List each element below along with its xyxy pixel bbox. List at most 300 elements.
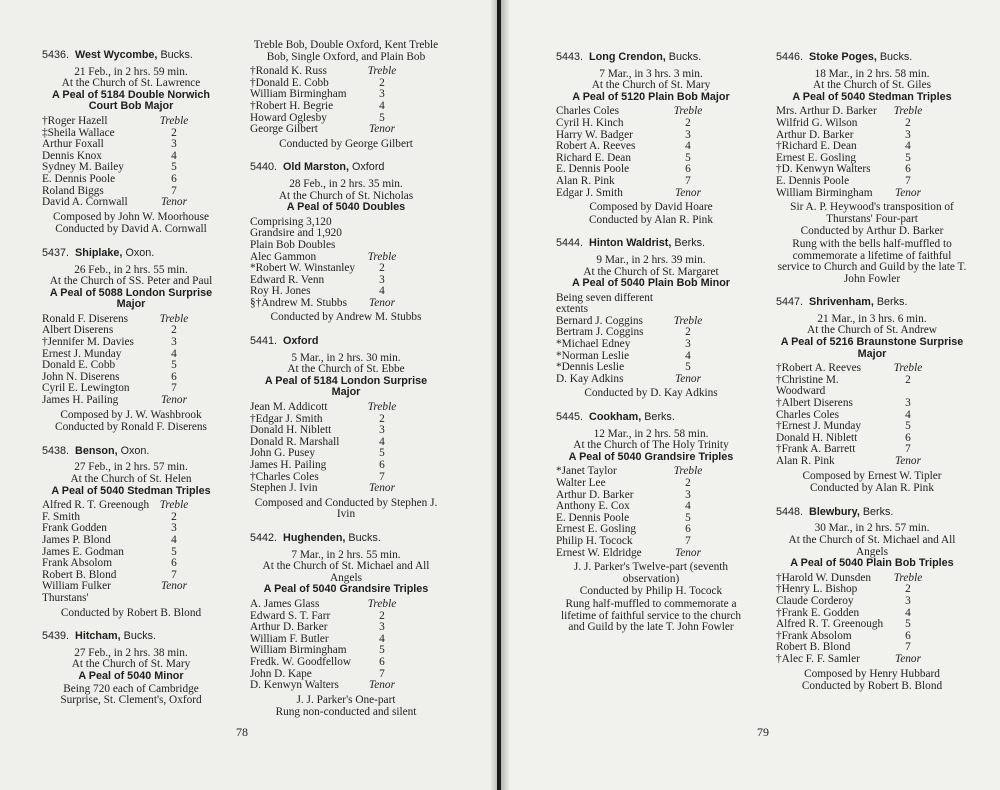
ringer-row [776, 398, 968, 410]
ringer-name: James H. Pailing [250, 459, 327, 471]
footnote-line: J. J. Parker's Twelve-part (seventh observation) [573, 561, 729, 585]
ringer-name: †Robert H. Begrie [250, 99, 334, 112]
county-name: Bucks. [348, 531, 381, 544]
ringer-name: William Birmingham [776, 186, 873, 199]
ringer-row [250, 460, 442, 472]
ringer-name: §†Andrew M. Stubbs [250, 296, 347, 309]
ringer-name: Claude Corderoy [776, 594, 854, 607]
ringer-name: James E. Godman [42, 545, 124, 558]
bell-position: 5 [905, 420, 911, 433]
bell-position: 4 [171, 347, 177, 360]
ringer-name: Arthur D. Barker [776, 128, 854, 141]
date-location-line: 5 Mar., in 2 hrs. 30 min. [291, 351, 401, 364]
ringer-row [776, 375, 968, 398]
date-location-line: At the Church of St. Helen [70, 473, 192, 485]
bell-position: Treble [673, 105, 703, 118]
ringer-row [556, 339, 746, 351]
ringer-row [556, 478, 746, 490]
ringer-row [42, 581, 220, 604]
column-3 [556, 52, 746, 646]
county-name: Berks. [862, 505, 894, 518]
county-name: Oxon. [120, 444, 150, 457]
bell-position: 3 [905, 128, 911, 141]
ringer-name: Walter Lee [556, 477, 606, 489]
ringer-name: D. Kenwyn Walters [250, 679, 339, 692]
ringer-name: James H. Pailing [42, 394, 119, 407]
date-location-line: 28 Feb., in 2 hrs. 35 min. [289, 177, 403, 190]
date-location-line: 7 Mar., in 3 hrs. 3 min. [599, 67, 703, 80]
bell-position: 4 [379, 435, 385, 448]
place-name: Cookham, [589, 411, 642, 424]
ringer-name: †Richard E. Dean [776, 140, 857, 153]
footnote-line: Composed by John W. Moorhouse [53, 210, 209, 223]
entry-number: 5448. [776, 505, 804, 518]
date-location-line: 7 Mar., in 2 hrs. 55 min. [291, 548, 401, 561]
place-name: Old Marston, [283, 161, 350, 174]
bell-position: 7 [171, 382, 177, 395]
bell-position: 3 [171, 522, 177, 535]
ringer-row [42, 535, 220, 547]
ringer-row [556, 536, 746, 548]
bell-position: Treble [673, 465, 703, 478]
ringer-name: Anthony E. Cox [556, 500, 630, 513]
bell-position: 2 [685, 477, 691, 489]
county-name: Bucks. [123, 630, 157, 643]
place-name: Hinton Waldrist, [589, 237, 672, 250]
footnote-line: Sir A. P. Heywood's transposition of Thurstans' Four-part [790, 201, 954, 225]
ringer-name: Robert B. Blond [42, 568, 117, 581]
entry-header [42, 446, 220, 458]
ringer-row [776, 456, 968, 468]
ringer-name: David A. Cornwall [42, 196, 128, 209]
bell-position: 3 [685, 488, 691, 501]
entry-header [556, 412, 746, 424]
place-name: Hughenden, [283, 531, 346, 544]
entry-number: 5442. [250, 531, 278, 544]
date-location-line: At the Church of SS. Peter and Paul [49, 275, 213, 288]
bell-position: 6 [905, 629, 911, 642]
ringer-row [776, 188, 968, 200]
page-number-left: 78 [236, 725, 248, 739]
ringer-row [556, 176, 746, 188]
ringer-name: Ernest J. Munday [42, 347, 122, 360]
ringer-row [250, 622, 442, 634]
bell-position: Treble [159, 312, 189, 325]
ringer-name: †Charles Coles [250, 470, 319, 483]
entry-header [776, 507, 968, 519]
peal-entry [42, 631, 220, 707]
column-1 [42, 50, 220, 719]
ringer-name: Alfred R. T. Greenough [42, 499, 150, 512]
ringer-row [250, 402, 442, 414]
ringer-name: Arthur D. Barker [556, 488, 634, 501]
date-location-line: At the Church of St. Mary [71, 658, 191, 671]
bell-position: 4 [685, 349, 691, 362]
place-name: Hitcham, [75, 630, 121, 643]
date-location-line: At the Church of St. Mary [591, 79, 711, 92]
ringer-name: Roland Biggs [42, 184, 104, 197]
peal-title: A Peal of 5040 Grandsire Triples [568, 450, 734, 463]
ringer-name: Edward R. Venn [250, 273, 325, 286]
ringer-name: George Gilbert [250, 123, 318, 136]
ringer-name: Arthur D. Barker [250, 621, 328, 634]
bell-position: 4 [379, 285, 385, 298]
peal-entry [250, 162, 442, 324]
date-location-line: 21 Feb., in 2 hrs. 59 min. [74, 65, 188, 78]
ringer-name: William F. Butler [250, 632, 329, 645]
bell-position: Tenor [161, 580, 187, 593]
peal-title: A Peal of 5120 Plain Bob Major [572, 90, 730, 103]
ringer-row [776, 176, 968, 188]
place-name: West Wycombe, [75, 49, 158, 61]
entry-header [42, 631, 220, 643]
ringer-list [42, 500, 220, 604]
ringer-name: Mrs. Arthur D. Barker [776, 105, 877, 118]
entry-number: 5440. [250, 161, 278, 174]
entry-number: 5436. [42, 49, 70, 61]
bell-position: Tenor [161, 394, 187, 407]
date-location-line: At the Church of St. Andrew [807, 324, 937, 337]
ringer-name: *Janet Taylor [556, 465, 617, 478]
footnote-line: Conducted by Alan R. Pink [810, 482, 934, 495]
bell-position: 6 [171, 172, 177, 185]
date-location-line: 30 Mar., in 2 hrs. 57 min. [814, 522, 930, 535]
date-location-line: 27 Feb., in 2 hrs. 57 min. [74, 461, 188, 474]
ringer-name: William Birmingham [250, 88, 347, 101]
ringer-name: Sydney M. Bailey [42, 161, 124, 174]
bell-position: 6 [379, 459, 385, 471]
ringer-name: John N. Diserens [42, 370, 120, 383]
ringer-row [42, 558, 220, 570]
ringer-name: D. Kay Adkins [556, 372, 624, 385]
ringer-row [250, 124, 442, 136]
bell-position: Treble [673, 314, 703, 327]
ringer-name: †Frank Absolom [776, 629, 852, 642]
ringer-name: E. Dennis Poole [556, 163, 630, 176]
entry-number: 5441. [250, 335, 278, 348]
bell-position: 4 [685, 140, 691, 153]
bell-position: 4 [905, 408, 911, 421]
bell-position: Tenor [675, 186, 701, 199]
footnote-line: Conducted by Arthur D. Barker [800, 225, 944, 238]
place-name: Shrivenham, [809, 296, 874, 309]
bell-position: 3 [379, 273, 385, 286]
ringer-list [42, 314, 220, 407]
peal-entry [776, 52, 968, 285]
entry-header [776, 297, 968, 309]
ringer-name: Alan R. Pink [776, 455, 835, 467]
footnote-line: Rung half-muffled to commemorate a lifetime of faithful service to the church and Guild by the late T. John Fowler [560, 597, 742, 634]
bell-position: 2 [379, 262, 385, 275]
ringer-row [42, 174, 220, 186]
bell-position [362, 217, 402, 252]
entry-number: 5447. [776, 296, 804, 309]
date-location-line: At the Church of St. Ebbe [287, 363, 405, 376]
ringer-name: E. Dennis Poole [776, 174, 850, 187]
bell-position: 2 [685, 326, 691, 339]
ringer-name: *Norman Leslie [556, 349, 630, 362]
ringer-name: Robert B. Blond [776, 641, 851, 654]
bell-position: 5 [379, 111, 385, 124]
peal-entry [776, 507, 968, 693]
ringer-name: †Alec F. F. Samler [776, 652, 860, 665]
bell-position: 2 [905, 116, 911, 129]
ringer-name: John G. Pusey [250, 447, 315, 460]
bell-position: Treble [367, 65, 397, 78]
ringer-name: A. James Glass [250, 597, 320, 610]
ringer-name: Frank Godden [42, 522, 107, 535]
entry-header [250, 336, 442, 348]
ringer-name: *Dennis Leslie [556, 361, 625, 374]
bell-position: 2 [905, 373, 911, 386]
bell-position: Treble [893, 571, 923, 584]
ringer-row [250, 483, 442, 495]
bell-position: 6 [685, 523, 691, 536]
ringer-name: †Frank A. Barrett [776, 443, 856, 456]
ringer-row [250, 657, 442, 669]
ringer-row [250, 298, 442, 310]
bell-position: 7 [171, 568, 177, 581]
entry-number: 5444. [556, 237, 584, 250]
ringer-row [250, 599, 442, 611]
bell-position: 2 [905, 583, 911, 596]
ringer-name: Robert A. Reeves [556, 140, 636, 153]
bell-position: 7 [379, 667, 385, 680]
ringer-name: †Christine M. Woodward [776, 373, 839, 398]
peal-title: A Peal of 5184 Double Norwich Court Bob Major [52, 88, 210, 113]
footnote-line: Conducted by George Gilbert [279, 137, 413, 150]
bell-position: Tenor [895, 186, 921, 199]
bell-position: 5 [685, 361, 691, 374]
bell-position: Tenor [895, 652, 921, 665]
bell-position: Treble [159, 499, 189, 512]
bell-position: 7 [171, 184, 177, 197]
ringer-name: Comprising 3,120 Grandsire and 1,920 Plain Bob Doubles [250, 215, 342, 251]
bell-position [668, 293, 708, 316]
ringer-name: Charles Coles [776, 408, 840, 421]
footnote-line: Conducted by Robert B. Blond [801, 680, 943, 693]
book-gutter [490, 0, 510, 790]
ringer-name: †Roger Hazell [42, 114, 108, 127]
bell-position: 5 [171, 359, 177, 372]
peal-entry [250, 336, 442, 521]
ringer-row [776, 141, 968, 153]
ringer-name: *Michael Edney [556, 338, 631, 351]
ringer-name: †Edgar J. Smith [250, 412, 323, 425]
page-number-right: 79 [757, 725, 769, 739]
ringer-name: Bertram J. Coggins [556, 326, 644, 339]
place-name: Blewbury, [809, 505, 860, 518]
footnote-line: Conducted by Alan R. Pink [589, 213, 713, 226]
county-name: Berks. [674, 237, 706, 250]
date-location-line: At the Church of St. Michael and All Angels [262, 560, 430, 584]
date-location-line: 9 Mar., in 2 hrs. 39 min. [596, 253, 706, 266]
place-name: Oxford [283, 335, 319, 348]
ringer-row [42, 116, 220, 128]
ringer-name: William Birmingham [250, 644, 347, 657]
ringer-name: †Donald E. Cobb [250, 76, 329, 89]
ringer-row [250, 217, 442, 252]
column-2 [250, 40, 442, 731]
bell-position: 7 [905, 641, 911, 654]
left-page [0, 0, 497, 790]
peal-entry [42, 446, 220, 619]
date-location-line: At the Church of St. Lawrence [61, 77, 201, 90]
ringer-name: William Fulker Thurstans' [42, 580, 111, 604]
footnote-line: Rung non-conducted and silent [275, 706, 417, 719]
peal-title: A Peal of 5088 London Surprise Major [49, 286, 213, 311]
ringer-name: Arthur Foxall [42, 138, 104, 151]
ringer-name: ‡Sheila Wallace [42, 126, 115, 139]
ringer-list [556, 106, 746, 199]
bell-position: 6 [685, 163, 691, 176]
ringer-row [250, 680, 442, 692]
date-location-line: 27 Feb., in 2 hrs. 38 min. [74, 646, 188, 659]
footnote-line: Composed by David Hoare [589, 201, 713, 214]
peal-entry [556, 238, 746, 400]
bell-position: 5 [905, 618, 911, 631]
bell-position: Treble [893, 362, 923, 375]
bell-position: 6 [905, 431, 911, 444]
county-name: Bucks. [879, 51, 913, 63]
bell-position: 5 [905, 151, 911, 164]
footnote-line: Rung with the bells half-muffled to commemorate a lifetime of faithful service to Church and Guild by the late T. John Fowler [777, 237, 967, 285]
peal-title: A Peal of 5040 Stedman Triples [792, 90, 952, 103]
county-name: Oxon. [125, 246, 155, 259]
bell-position: 4 [905, 606, 911, 619]
ringer-row [250, 263, 442, 275]
ringer-list [776, 106, 968, 199]
peal-entry [776, 297, 968, 495]
ringer-row [556, 374, 746, 386]
entry-header [42, 50, 220, 62]
ringer-row [556, 141, 746, 153]
peal-entry [42, 50, 220, 236]
peal-entry [556, 412, 746, 634]
bell-position: Tenor [369, 482, 395, 495]
ringer-row [42, 337, 220, 349]
ringer-name: Cyril H. Kinch [556, 116, 624, 129]
ringer-name: James P. Blond [42, 533, 111, 546]
bell-position: Tenor [675, 372, 701, 385]
footnote-line: J. J. Parker's One-part [296, 693, 396, 706]
bell-position: 3 [905, 594, 911, 607]
ringer-name: Jean M. Addicott [250, 401, 328, 414]
footnote-line: Being 720 each of Cambridge Surprise, St. Clement's, Oxford [60, 682, 202, 707]
bell-position: 3 [905, 397, 911, 410]
entry-header [250, 533, 442, 545]
bell-position: Treble [367, 250, 397, 263]
footnote-line: Conducted by Andrew M. Stubbs [270, 311, 422, 324]
ringer-name: Ronald F. Diserens [42, 312, 129, 325]
peal-entry [556, 52, 746, 226]
bell-position: 4 [685, 500, 691, 513]
ringer-list [250, 599, 442, 692]
ringer-row [776, 596, 968, 608]
entry-number: 5446. [776, 51, 804, 63]
ringer-name: Alfred R. T. Greenough [776, 618, 884, 631]
ringer-name: Howard Oglesby [250, 111, 327, 124]
peal-entry [250, 40, 442, 150]
ringer-row [42, 395, 220, 407]
date-location-line: 18 Mar., in 2 hrs. 58 min. [814, 67, 930, 80]
date-location-line: Treble Bob, Double Oxford, Kent Treble Bob, Single Oxford, and Plain Bob [253, 39, 439, 63]
ringer-list [556, 466, 746, 559]
ringer-name: E. Dennis Poole [556, 511, 630, 524]
ringer-name: Albert Diserens [42, 324, 114, 337]
bell-position: 2 [171, 126, 177, 139]
ringer-row [42, 139, 220, 151]
place-name: Stoke Poges, [809, 51, 877, 63]
county-name: Berks. [876, 296, 908, 309]
bell-position: 7 [685, 534, 691, 547]
footnote-line: Composed by Henry Hubbard [804, 667, 940, 680]
peal-title: A Peal of 5040 Grandsire Triples [263, 583, 429, 596]
ringer-row [250, 101, 442, 113]
ringer-name: †Ronald K. Russ [250, 65, 327, 78]
ringer-name: Cyril E. Lewington [42, 382, 130, 395]
ringer-name: Ernest W. Eldridge [556, 546, 642, 559]
footnote-line: Conducted by David A. Cornwall [55, 223, 207, 236]
footnote-line: Conducted by Philip H. Tocock [579, 585, 723, 598]
entry-number: 5445. [556, 411, 584, 424]
peal-title: A Peal of 5184 London Surprise Major [264, 374, 428, 399]
ringer-name: †Henry L. Bishop [776, 583, 858, 596]
ringer-name: †Jennifer M. Davies [42, 336, 134, 349]
ringer-list [250, 402, 442, 495]
bell-position: 2 [171, 510, 177, 523]
ringer-name: Frank Absolom [42, 557, 112, 570]
ringer-name: Dennis Knox [42, 149, 102, 162]
bell-position: 7 [905, 174, 911, 187]
peal-title: A Peal of 5040 Plain Bob Triples [790, 557, 954, 570]
ringer-name: Richard E. Dean [556, 151, 631, 164]
ringer-name: Edgar J. Smith [556, 186, 623, 199]
footnote-line: Composed and Conducted by Stephen J. Ivin [254, 496, 438, 521]
ringer-name: †Frank E. Godden [776, 606, 860, 619]
ringer-name: Stephen J. Ivin [250, 482, 318, 495]
bell-position: Treble [367, 401, 397, 414]
bell-position: 3 [685, 338, 691, 351]
ringer-name: Fredk. W. Goodfellow [250, 655, 352, 668]
bell-position: 4 [171, 149, 177, 162]
ringer-list [556, 293, 746, 386]
county-name: Oxford [352, 161, 385, 174]
date-location-line: At the Church of St. Nicholas [278, 189, 414, 202]
ringer-name: Ernest E. Gosling [556, 523, 637, 536]
entry-header [556, 52, 746, 64]
ringer-row [776, 619, 968, 631]
place-name: Long Crendon, [589, 51, 666, 63]
date-location-line: At the Church of The Holy Trinity [573, 439, 729, 452]
bell-position: 7 [685, 174, 691, 187]
bell-position: 2 [379, 76, 385, 89]
date-location-line: 26 Feb., in 2 hrs. 55 min. [74, 263, 188, 276]
ringer-name: Harry W. Badger [556, 128, 633, 141]
entry-header [250, 162, 442, 174]
ringer-list [42, 116, 220, 209]
ringer-name: John D. Kape [250, 667, 312, 680]
ringer-name: Charles Coles [556, 105, 620, 118]
bell-position: 4 [905, 140, 911, 153]
ringer-row [776, 118, 968, 130]
entry-header [776, 52, 968, 64]
ringer-name: E. Dennis Poole [42, 172, 116, 185]
bell-position: 3 [171, 138, 177, 151]
bell-position: 5 [685, 151, 691, 164]
bell-position: 6 [171, 557, 177, 570]
bell-position: 5 [379, 644, 385, 657]
